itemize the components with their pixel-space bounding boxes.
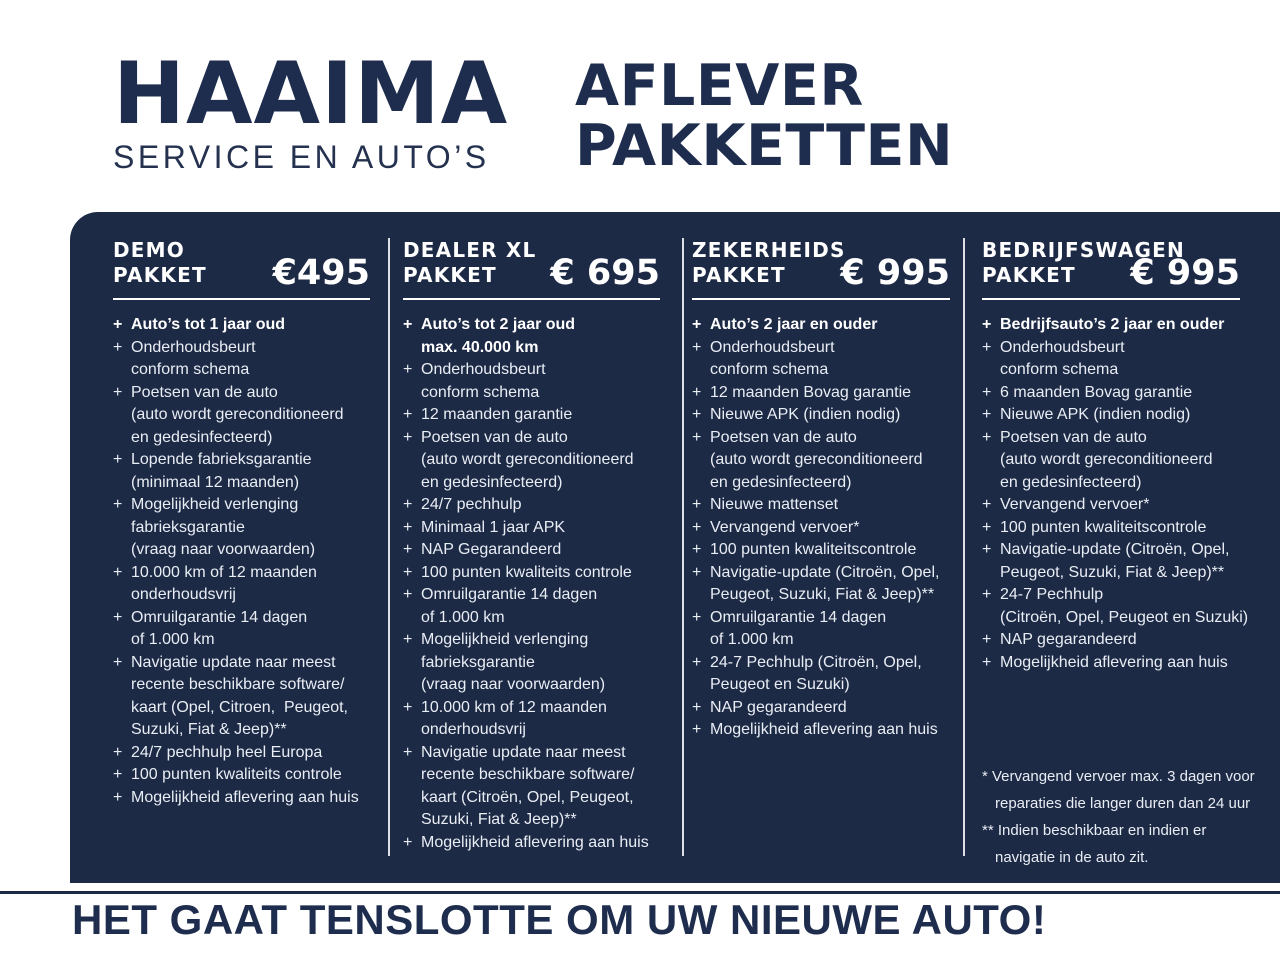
- brand-name: HAAIMA: [113, 44, 509, 144]
- feature-item-line: of 1.000 km: [421, 608, 505, 626]
- package-feature-list: [403, 314, 660, 854]
- feature-item-line: Poetsen van de auto: [131, 383, 278, 401]
- feature-item-line: Poetsen van de auto: [421, 428, 568, 446]
- feature-item: [403, 494, 660, 517]
- feature-item: [113, 742, 370, 765]
- brand-subtitle: SERVICE EN AUTO’S: [113, 139, 490, 175]
- package-price: € 695: [550, 253, 660, 293]
- feature-item: [982, 629, 1240, 652]
- feature-item-line: Navigatie-update (Citroën, Opel,: [1000, 541, 1230, 558]
- plus-marker: +: [692, 698, 702, 716]
- feature-item-line: Peugeot, Suzuki, Fiat & Jeep)**: [1000, 563, 1225, 581]
- feature-item-line: (vraag naar voorwaarden): [421, 676, 606, 693]
- plus-marker: +: [692, 496, 702, 513]
- plus-marker: +: [403, 518, 413, 536]
- feature-item: [982, 404, 1240, 427]
- feature-item: [692, 427, 950, 495]
- package-header: [982, 238, 1240, 293]
- package-header-underline: [113, 298, 370, 300]
- feature-item-line: Auto’s 2 jaar en ouder: [710, 316, 878, 333]
- feature-item-line: Mogelijkheid verlenging: [131, 496, 299, 513]
- feature-item-line: max. 40.000 km: [421, 338, 539, 356]
- footer-tagline: HET GAAT TENSLOTTE OM UW NIEUWE AUTO!: [72, 896, 1047, 943]
- package-price: € 995: [1130, 253, 1240, 293]
- feature-item-line: Onderhoudsbeurt: [421, 361, 546, 378]
- feature-item: [692, 494, 950, 517]
- plus-marker: +: [982, 316, 992, 333]
- feature-item-line: 24/7 pechhulp: [421, 496, 522, 513]
- feature-item: [692, 382, 950, 405]
- feature-item-line: 24-7 Pechhulp: [1000, 586, 1104, 603]
- package-price: € 995: [840, 253, 950, 293]
- feature-item-line: (auto wordt gereconditioneerd: [421, 451, 634, 468]
- feature-item: [403, 427, 660, 495]
- plus-marker: +: [982, 518, 992, 536]
- feature-item-line: Mogelijkheid aflevering aan huis: [131, 788, 359, 806]
- plus-marker: +: [982, 653, 992, 671]
- plus-marker: +: [113, 608, 123, 626]
- plus-marker: +: [113, 451, 123, 468]
- page-title-line1: AFLEVER: [575, 53, 864, 119]
- package-header-underline: [403, 298, 660, 300]
- package-column-1: [113, 238, 370, 809]
- feature-item-line: Navigatie update naar meest: [421, 743, 626, 761]
- feature-item-line: Onderhoudsbeurt: [1000, 338, 1125, 356]
- feature-item-line: (minimaal 12 maanden): [131, 473, 300, 491]
- feature-item: [113, 449, 370, 494]
- feature-item-line: Suzuki, Fiat & Jeep)**: [421, 811, 577, 828]
- package-column-4: [982, 238, 1249, 674]
- plus-marker: +: [403, 586, 413, 603]
- plus-marker: +: [113, 338, 123, 356]
- plus-marker: +: [692, 406, 702, 423]
- feature-item-line: Peugeot, Suzuki, Fiat & Jeep)**: [710, 586, 935, 603]
- package-column-3: [692, 238, 950, 742]
- feature-item: [982, 314, 1240, 337]
- feature-item: [403, 629, 660, 697]
- feature-item: [982, 539, 1240, 584]
- footnote-line: reparaties die langer duren dan 24 uur: [995, 795, 1251, 812]
- package-header-underline: [982, 298, 1240, 300]
- plus-marker: +: [113, 383, 123, 401]
- feature-item: [403, 517, 660, 540]
- package-header: [692, 238, 950, 293]
- feature-item: [403, 697, 660, 742]
- plus-marker: +: [113, 743, 123, 761]
- feature-item: [113, 494, 370, 562]
- feature-item-line: onderhoudsvrij: [131, 586, 236, 603]
- feature-item-line: 100 punten kwaliteitscontrole: [1000, 518, 1207, 536]
- feature-item-line: NAP Gegarandeerd: [421, 541, 562, 558]
- feature-item-line: Nieuwe mattenset: [710, 496, 839, 513]
- feature-item-line: recente beschikbare software/: [131, 676, 345, 693]
- feature-item: [403, 404, 660, 427]
- plus-marker: +: [113, 563, 123, 581]
- plus-marker: +: [403, 563, 413, 581]
- feature-item-line: conform schema: [131, 361, 250, 378]
- feature-item: [113, 764, 370, 787]
- plus-marker: +: [982, 383, 992, 401]
- plus-marker: +: [692, 608, 702, 626]
- feature-item-line: Mogelijkheid verlenging: [421, 631, 589, 648]
- feature-item: [692, 562, 950, 607]
- feature-item-line: Omruilgarantie 14 dagen: [710, 608, 887, 626]
- feature-item-line: Mogelijkheid aflevering aan huis: [421, 833, 649, 851]
- feature-item-line: (auto wordt gereconditioneerd: [710, 451, 923, 468]
- plus-marker: +: [692, 428, 702, 446]
- plus-marker: +: [692, 316, 702, 333]
- feature-item-line: Omruilgarantie 14 dagen: [131, 608, 308, 626]
- feature-item: [113, 382, 370, 450]
- plus-marker: +: [692, 653, 702, 671]
- plus-marker: +: [113, 496, 123, 513]
- plus-marker: +: [403, 541, 413, 558]
- feature-item: [692, 652, 950, 697]
- feature-item-line: 24-7 Pechhulp (Citroën, Opel,: [710, 653, 922, 671]
- plus-marker: +: [403, 631, 413, 648]
- feature-item: [403, 742, 660, 832]
- plus-marker: +: [403, 316, 413, 333]
- feature-item-line: (auto wordt gereconditioneerd: [131, 406, 344, 423]
- feature-item: [113, 652, 370, 742]
- plus-marker: +: [403, 406, 413, 423]
- feature-item-line: 6 maanden Bovag garantie: [1000, 383, 1193, 401]
- feature-item-line: Navigatie update naar meest: [131, 653, 336, 671]
- feature-item-line: en gedesinfecteerd): [421, 473, 563, 491]
- feature-item: [113, 562, 370, 607]
- feature-item-line: 12 maanden garantie: [421, 406, 573, 423]
- package-name-line: ZEKERHEIDS: [692, 238, 846, 262]
- feature-item-line: 12 maanden Bovag garantie: [710, 383, 912, 401]
- feature-item: [692, 517, 950, 540]
- feature-item: [982, 517, 1240, 540]
- feature-item-line: Nieuwe APK (indien nodig): [1000, 406, 1191, 423]
- feature-item: [692, 404, 950, 427]
- feature-item: [982, 494, 1240, 517]
- feature-item: [403, 584, 660, 629]
- feature-item-line: conform schema: [421, 383, 540, 401]
- feature-item-line: Lopende fabrieksgarantie: [131, 451, 312, 468]
- feature-item-line: NAP gegarandeerd: [710, 698, 847, 716]
- feature-item-line: Poetsen van de auto: [1000, 428, 1147, 446]
- feature-item-line: Onderhoudsbeurt: [131, 338, 256, 356]
- plus-marker: +: [982, 406, 992, 423]
- plus-marker: +: [403, 698, 413, 716]
- feature-item: [113, 787, 370, 810]
- feature-item-line: recente beschikbare software/: [421, 766, 635, 783]
- plus-marker: +: [403, 496, 413, 513]
- plus-marker: +: [403, 428, 413, 446]
- footnotes: [982, 763, 1280, 871]
- feature-item-line: Bedrijfsauto’s 2 jaar en ouder: [1000, 316, 1225, 333]
- feature-item-line: fabrieksgarantie: [131, 518, 245, 536]
- package-name-line: PAKKET: [982, 263, 1076, 287]
- package-feature-list: [113, 314, 370, 809]
- page-title-line2: PAKKETTEN: [575, 113, 954, 179]
- package-header: [113, 238, 370, 293]
- feature-item-line: Poetsen van de auto: [710, 428, 857, 446]
- plus-marker: +: [113, 316, 123, 333]
- feature-item: [982, 382, 1240, 405]
- feature-item-line: (vraag naar voorwaarden): [131, 541, 316, 558]
- plus-marker: +: [982, 631, 992, 648]
- feature-item-line: 10.000 km of 12 maanden: [421, 698, 607, 716]
- package-column-2: [403, 238, 660, 854]
- package-name-line: PAKKET: [113, 263, 207, 287]
- feature-item-line: of 1.000 km: [131, 631, 215, 648]
- package-price: €495: [272, 253, 370, 293]
- plus-marker: +: [982, 496, 992, 513]
- package-header: [403, 238, 660, 293]
- feature-item-line: Minimaal 1 jaar APK: [421, 518, 566, 536]
- feature-item: [403, 539, 660, 562]
- plus-marker: +: [692, 518, 702, 536]
- plus-marker: +: [982, 586, 992, 603]
- feature-item: [982, 427, 1240, 495]
- feature-item: [692, 314, 950, 337]
- footnote-1: [982, 763, 1280, 817]
- feature-item: [982, 337, 1240, 382]
- feature-item-line: (auto wordt gereconditioneerd: [1000, 451, 1213, 468]
- column-divider-1: [388, 238, 390, 856]
- feature-item-line: fabrieksgarantie: [421, 653, 535, 671]
- feature-item: [113, 337, 370, 382]
- plus-marker: +: [113, 766, 123, 783]
- package-name-line: PAKKET: [692, 263, 786, 287]
- feature-item-line: Peugeot en Suzuki): [710, 676, 850, 693]
- feature-item-line: Auto’s tot 2 jaar oud: [421, 316, 576, 333]
- feature-item-line: conform schema: [710, 361, 829, 378]
- plus-marker: +: [403, 743, 413, 761]
- feature-item: [692, 337, 950, 382]
- feature-item-line: Suzuki, Fiat & Jeep)**: [131, 721, 287, 738]
- feature-item-line: 10.000 km of 12 maanden: [131, 563, 317, 581]
- feature-item: [692, 719, 950, 742]
- feature-item-line: Nieuwe APK (indien nodig): [710, 406, 901, 423]
- feature-item-line: onderhoudsvrij: [421, 721, 526, 738]
- feature-item-line: Vervangend vervoer*: [710, 518, 860, 536]
- feature-item: [403, 562, 660, 585]
- feature-item-line: Mogelijkheid aflevering aan huis: [710, 721, 938, 738]
- brand-logo: [113, 44, 509, 175]
- plus-marker: +: [982, 428, 992, 446]
- plus-marker: +: [692, 541, 702, 558]
- feature-item: [982, 584, 1249, 629]
- package-header-underline: [692, 298, 950, 300]
- plus-marker: +: [113, 788, 123, 806]
- plus-marker: +: [692, 721, 702, 738]
- footnote-line: * Vervangend vervoer max. 3 dagen voor: [982, 768, 1255, 785]
- feature-item-line: of 1.000 km: [710, 631, 794, 648]
- plus-marker: +: [403, 361, 413, 378]
- feature-item-line: Onderhoudsbeurt: [710, 338, 835, 356]
- plus-marker: +: [113, 653, 123, 671]
- feature-item: [403, 832, 660, 855]
- package-feature-list: [692, 314, 950, 742]
- plus-marker: +: [982, 541, 992, 558]
- plus-marker: +: [692, 383, 702, 401]
- package-feature-list: [982, 314, 1249, 674]
- feature-item-line: kaart (Citroën, Opel, Peugeot,: [421, 788, 634, 806]
- feature-item-line: en gedesinfecteerd): [1000, 473, 1142, 491]
- package-name-line: DEMO: [113, 238, 185, 262]
- packages-panel: [70, 212, 1280, 883]
- footnote-2: [982, 817, 1280, 871]
- feature-item: [113, 607, 370, 652]
- footnote-line: navigatie in de auto zit.: [995, 849, 1149, 866]
- page-title: [575, 53, 954, 179]
- feature-item: [403, 359, 660, 404]
- feature-item-line: 100 punten kwaliteits controle: [421, 563, 632, 581]
- feature-item-line: 100 punten kwaliteits controle: [131, 766, 342, 783]
- feature-item-line: conform schema: [1000, 361, 1119, 378]
- feature-item-line: 100 punten kwaliteitscontrole: [710, 541, 917, 558]
- feature-item: [692, 539, 950, 562]
- feature-item: [982, 652, 1240, 675]
- feature-item-line: Omruilgarantie 14 dagen: [421, 586, 598, 603]
- feature-item: [692, 607, 950, 652]
- feature-item: [403, 314, 660, 359]
- footnote-line: ** Indien beschikbaar en indien er: [982, 822, 1207, 839]
- plus-marker: +: [692, 338, 702, 356]
- feature-item-line: Mogelijkheid aflevering aan huis: [1000, 653, 1228, 671]
- feature-item-line: Auto’s tot 1 jaar oud: [131, 316, 286, 333]
- column-divider-3: [963, 238, 965, 856]
- feature-item-line: Navigatie-update (Citroën, Opel,: [710, 563, 940, 581]
- feature-item-line: 24/7 pechhulp heel Europa: [131, 743, 323, 761]
- feature-item-line: en gedesinfecteerd): [710, 473, 852, 491]
- plus-marker: +: [403, 833, 413, 851]
- package-name-line: DEALER XL: [403, 238, 537, 262]
- package-name-line: BEDRIJFSWAGEN: [982, 238, 1185, 262]
- column-divider-2: [682, 238, 684, 856]
- plus-marker: +: [692, 563, 702, 581]
- feature-item-line: kaart (Opel, Citroen, Peugeot,: [131, 698, 348, 716]
- feature-item: [692, 697, 950, 720]
- feature-item: [113, 314, 370, 337]
- feature-item-line: Vervangend vervoer*: [1000, 496, 1150, 513]
- feature-item-line: NAP gegarandeerd: [1000, 631, 1137, 648]
- feature-item-line: (Citroën, Opel, Peugeot en Suzuki): [1000, 608, 1249, 626]
- feature-item-line: en gedesinfecteerd): [131, 428, 273, 446]
- package-name-line: PAKKET: [403, 263, 497, 287]
- plus-marker: +: [982, 338, 992, 356]
